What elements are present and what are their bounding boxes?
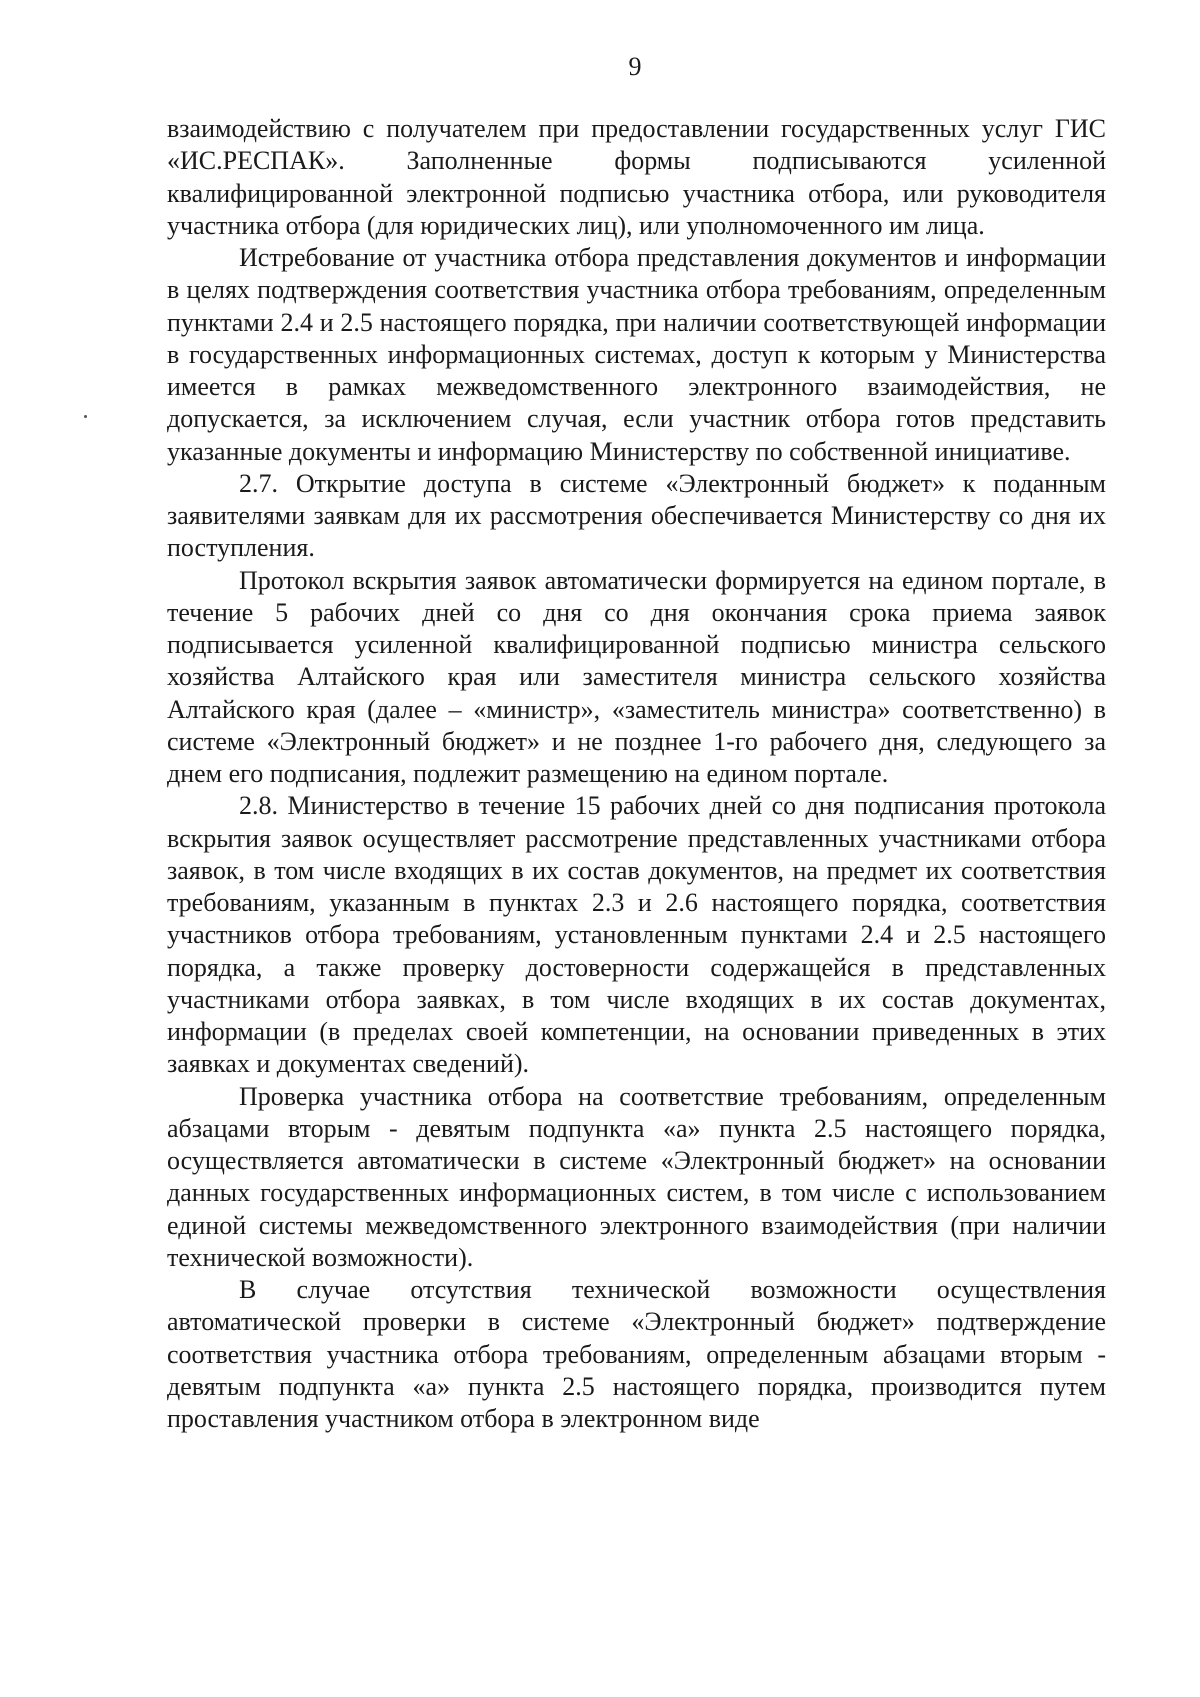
paragraph-2-7: 2.7. Открытие доступа в системе «Электронный бюджет» к поданным заявителями заявкам для их рассмотрения обеспечивается Министерству со дня их поступления. [167,468,1106,563]
paragraph-2-8: 2.8. Министерство в течение 15 рабочих дней со дня подписания протокола вскрытия заявок осуществляет рассмотрение представленных участниками отбора заявок, в том числе входящих в их состав документов, на предмет их соответствия требованиям, указанным в пунктах 2.3 и 2.6 настоящего порядка, соответствия участников отбора требованиям, установленным пунктами 2.4 и 2.5 настоящего порядка, а также проверку достоверности содержащейся в представленных участниками отбора заявках, в том числе входящих в их состав документах, информации (в пределах своей компетенции, на основании приведенных в этих заявках и документах сведений). [167,791,1106,1079]
page-number: 9 [628,52,642,81]
paragraph-manual-confirmation: В случае отсутствия технической возможности осуществления автоматической проверки в системе «Электронный бюджет» подтверждение соответствия участника отбора требованиям, определенным абзацами вторым - девятым подпункта «а» пункта 2.5 настоящего порядка, производится путем проставления участником отбора в электронном виде [167,1275,1106,1433]
scan-speck [84,415,87,418]
paragraph-opening-protocol: Протокол вскрытия заявок автоматически формируется на едином портале, в течение 5 рабочих дней со дня со дня окончания срока приема заявок подписывается усиленной квалифицированной подписью министра сельского хозяйства Алтайского края или заместителя министра сельского хозяйства Алтайского края (далее – «министр», «заместитель министра» соответственно) в системе «Электронный бюджет» и не позднее 1-го рабочего дня, следующего за днем его подписания, подлежит размещению на едином портале. [167,565,1106,788]
paragraph-document-request: Истребование от участника отбора представления документов и информации в целях подтверждения соответствия участника отбора требованиям, определенным пунктами 2.4 и 2.5 настоящего порядка, при наличии соответствующей информации в государственных информационных системах, доступ к которым у Министерства имеется в рамках межведомственного электронного взаимодействия, не допускается, за исключением случая, если участник отбора готов представить указанные документы и информацию Министерству по собственной инициативе. [167,243,1106,466]
document-body [167,113,1106,1435]
paragraph-continuation: взаимодействию с получателем при предоставлении государственных услуг ГИС «ИС.РЕСПАК». Заполненные формы подписываются усиленной квалифицированной электронной подписью участника отбора, или руководителя участника отбора (для юридических лиц), или уполномоченного им лица. [167,114,1106,240]
paragraph-automatic-check: Проверка участника отбора на соответствие требованиям, определенным абзацами вторым - девятым подпункта «а» пункта 2.5 настоящего порядка, осуществляется автоматически в системе «Электронный бюджет» на основании данных государственных информационных систем, в том числе с использованием единой системы межведомственного электронного взаимодействия (при наличии технической возможности). [167,1081,1106,1272]
